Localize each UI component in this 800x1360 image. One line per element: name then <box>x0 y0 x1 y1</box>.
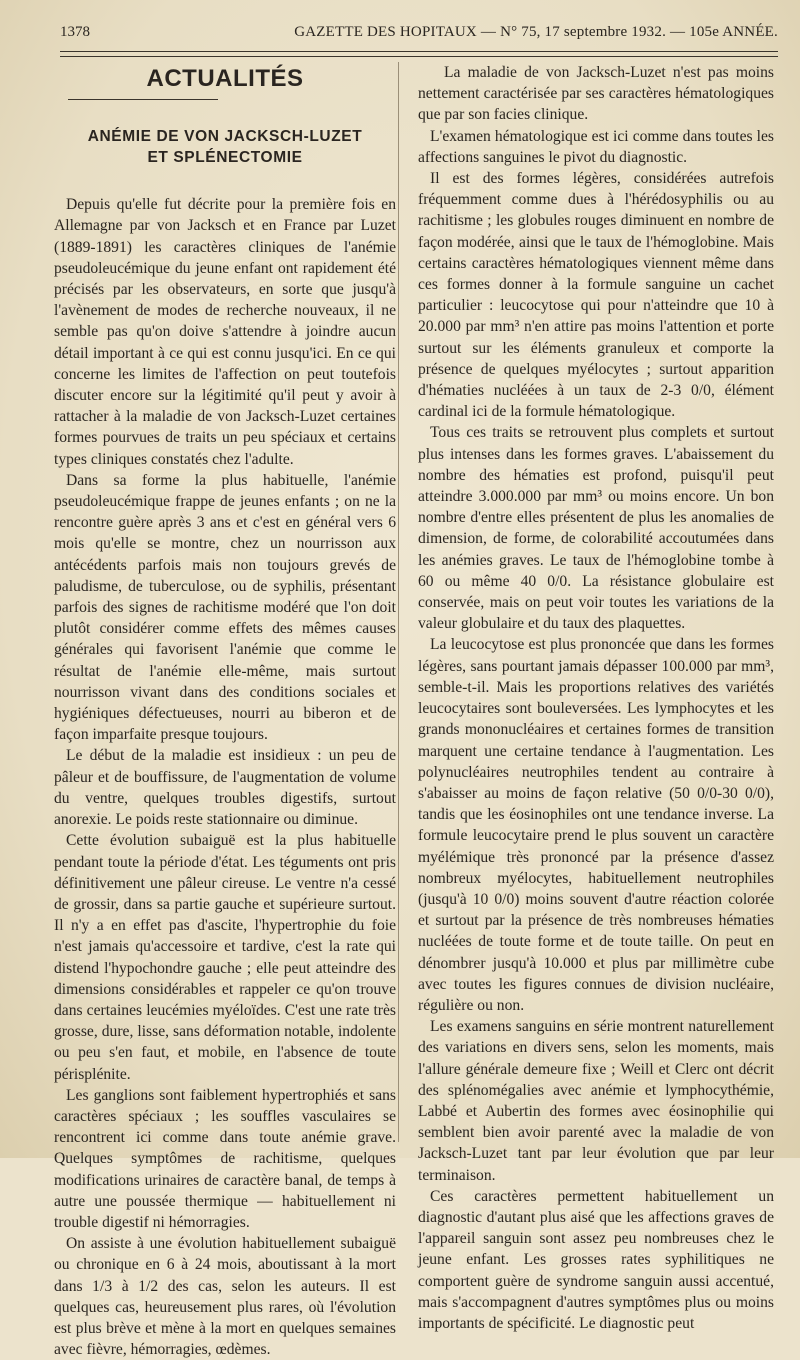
paragraph: La leucocytose est plus prononcée que dans les formes légères, sans pourtant jamais dépasser 100.000 par mm³, semble-t-il. Mais les proportions relatives des variétés leucocytaires sont bouleversées. Les lymphocytes et les grands mononucléaires et certaines formes de transition marquent une certaine tendance à l'augmentation. Les polynucléaires neutrophiles tendent au contraire à s'abaisser au moins de façon relative (50 0/0-30 0/0), tandis que les éosinophiles ont une tendance inverse. La formule leucocytaire prend le plus souvent un caractère myélémique très prononcé par la présence d'assez nombreux myélocytes, habituellement neutrophiles (jusqu'à 10 0/0) moins souvent d'autre réaction colorée et surtout par la présence de très nombreuses hématies nucléées de toute forme et de toute taille. On peut en dénombrer jusqu'à 10.000 et plus par millimètre cube avec toutes les figures connues de division nucléaire, régulière ou non. <box>418 636 774 1014</box>
paragraph: Depuis qu'elle fut décrite pour la première fois en Allemagne par von Jacksch et en France par Luzet (1889-1891) les caractères cliniques de l'anémie pseudoleucémique du jeune enfant ont rapidement été précisés par les observateurs, en sorte que jusqu'à l'avènement de modes de recherche nouveaux, il ne semble pas qu'on doive s'attendre à joindre aucun détail important à ce qui est connu jusqu'ici. En ce qui concerne les limites de l'affection on peut toutefois discuter encore sur la légitimité qu'il peut y avoir à rattacher à la maladie de von Jacksch-Luzet certaines formes pourvues de traits un peu spéciaux et certains types cliniques constatés chez l'adulte. <box>54 196 396 468</box>
paragraph: Cette évolution subaiguë est la plus habituelle pendant toute la période d'état. Les téguments ont pris définitivement une pâleur cireuse. Le ventre n'a cessé de grossir, dans sa partie gauche et supérieure surtout. Il n'y a en effet pas d'ascite, l'hypertrophie du foie n'est jamais qu'accessoire et tardive, c'est la rate qui distend l'hypochondre gauche ; elle peut atteindre des dimensions considérables et rappeler ce qu'on trouve dans certaines leucémies myéloïdes. C'est une rate très grosse, dure, lisse, sans déformation notable, indolente ou peu s'en faut, et mobile, en l'absence de toute périsplénite. <box>54 832 396 1083</box>
left-column <box>54 62 396 1360</box>
paragraph: Il est des formes légères, considérées autrefois fréquemment comme dues à l'hérédosyphilis ou au rachitisme ; les globules rouges diminuent en nombre de façon modérée, ainsi que le taux de l'hémoglobine. Mais certains caractères hématologiques viennent même dans ces formes donner à la formule sanguine un cachet particulier : leucocytose qui pour n'atteindre que 10 à 20.000 par mm³ n'en attire pas moins l'attention et porte surtout sur les éléments granuleux et comporte la présence de quelques myélocytes ; surtout apparition d'hématies nucléées à un taux de 2-3 0/0, élément cardinal ici de la formule hématologique. <box>418 170 774 421</box>
paragraph: Les examens sanguins en série montrent naturellement des variations en divers sens, selon les moments, mais l'allure générale demeure fixe ; Weill et Clerc ont décrit des splénomégalies avec anémie et lymphocythémie, Labbé et Aubertin des formes avec éosinophilie qui semblent bien avoir parenté avec la maladie de von Jacksch-Luzet tant par leur évolution que par leur terminaison. <box>418 1018 774 1184</box>
paragraph: La maladie de von Jacksch-Luzet n'est pas moins nettement caractérisée par ses caractères hématologiques que par son facies clinique. <box>418 64 774 124</box>
column-divider <box>398 62 399 1142</box>
paragraph: Tous ces traits se retrouvent plus complets et surtout plus intenses dans les formes graves. L'abaissement du nombre des hématies est profond, puisqu'il peut atteindre 3.000.000 par mm³ ou moins encore. Un bon nombre d'entre elles présentent de plus les anomalies de dimension, de forme, de colorabilité accoutumées dans les anémies graves. Le taux de l'hémoglobine tombe à 60 ou même 40 0/0. La résistance globulaire est conservée, mais on peut voir toutes les variations de la valeur globulaire et du taux des plaquettes. <box>418 424 774 633</box>
header-rule <box>60 51 778 52</box>
paragraph: L'examen hématologique est ici comme dans toutes les affections sanguines le pivot du diagnostic. <box>418 127 774 166</box>
article-title-line1: ANÉMIE DE VON JACKSCH-LUZET <box>87 128 363 146</box>
section-title: ACTUALITÉS <box>146 65 304 92</box>
header-rule-thin <box>60 56 778 57</box>
paragraph: On assiste à une évolution habituellement subaiguë ou chronique en 6 à 24 mois, aboutissant à la mort dans 1/3 à 1/2 des cas, selon les auteurs. Il est quelques cas, heureusement plus rares, où l'évolution est plus brève et mène à la mort en quelques semaines avec fièvre, hémorragies, œdèmes. <box>54 1235 396 1359</box>
paragraph: Ces caractères permettent habituellement un diagnostic d'autant plus aisé que les affections graves de l'appareil sanguin sont assez peu nombreuses chez le jeune enfant. Les grosses rates syphilitiques ne comportent guère de syndrome sanguin aussi accentué, mais s'accompagnent d'autres symptômes plus ou moins importants de spécificité. Le diagnostic peut <box>418 1187 774 1332</box>
paragraph: Le début de la maladie est insidieux : un peu de pâleur et de bouffissure, de l'augmentation de volume du ventre, quelques troubles digestifs, surtout anorexie. Le poids reste stationnaire ou diminue. <box>54 747 396 829</box>
page-number: 1378 <box>60 24 90 40</box>
article-title-line2: ET SPLÉNECTOMIE <box>147 149 303 167</box>
paragraph: Les ganglions sont faiblement hypertrophiés et sans caractères spéciaux ; les souffles vasculaires se rencontrent ici comme dans toute anémie grave. Quelques symptômes de rachitisme, quelques modifications urinaires de caractère banal, de temps à autre une poussée thermique — habituellement ni trouble digestif ni hémorragies. <box>54 1086 396 1231</box>
right-column <box>418 62 774 1334</box>
running-title: GAZETTE DES HOPITAUX — N° 75, 17 septembre 1932. — 105e ANNÉE. <box>294 24 778 40</box>
running-header <box>60 24 778 46</box>
paragraph: Dans sa forme la plus habituelle, l'anémie pseudoleucémique frappe de jeunes enfants ; on ne la rencontre guère après 3 ans et c'est en général vers 6 mois qu'elle se montre, chez un nourrisson aux antécédents parfois mais non toujours grevés de paludisme, de tuberculose, ou de syphilis, présentant parfois des signes de rachitisme modéré que l'on doit plutôt considérer comme effets des mêmes causes générales qui favorisent l'anémie que comme le résultat de l'anémie elle-même, mais surtout nourrisson vivant dans des conditions sociales et hygiéniques défectueuses, nourri au biberon et de façon imparfaite presque toujours. <box>54 471 396 744</box>
section-title-rule <box>68 99 218 100</box>
article-title <box>54 126 396 168</box>
